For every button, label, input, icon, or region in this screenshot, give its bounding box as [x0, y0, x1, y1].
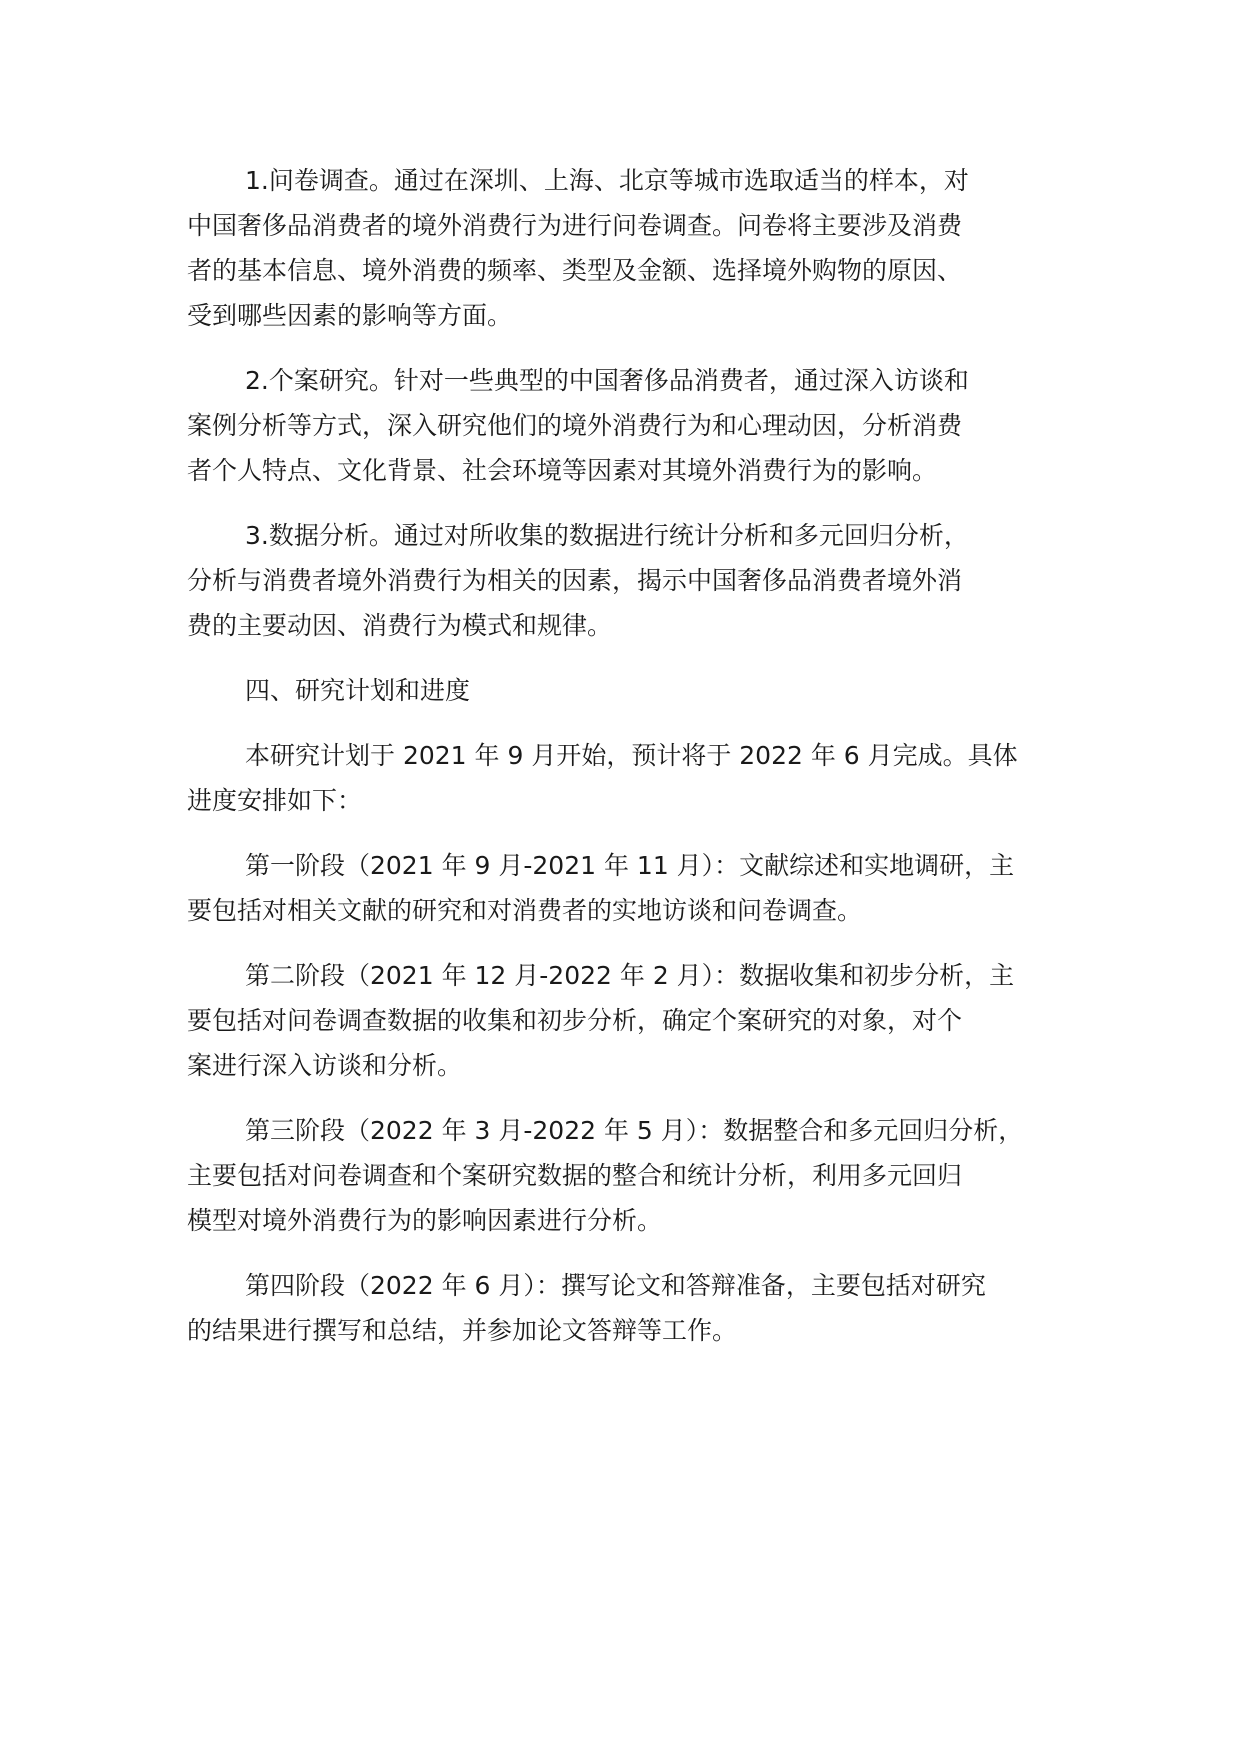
text-line: 主要包括对问卷调查和个案研究数据的整合和统计分析，利用多元回归: [187, 1161, 963, 1190]
paragraph-plan-intro: [187, 733, 1067, 823]
text-line: 2.个案研究。针对一些典型的中国奢侈品消费者，通过深入访谈和: [245, 366, 969, 395]
text-line: 分析与消费者境外消费行为相关的因素，揭示中国奢侈品消费者境外消: [187, 566, 963, 595]
text-line: 第三阶段（2022 年 3 月-2022 年 5 月）：数据整合和多元回归分析，: [245, 1116, 1024, 1145]
text-line: 者的基本信息、境外消费的频率、类型及金额、选择境外购物的原因、: [187, 256, 963, 285]
text-line: 3.数据分析。通过对所收集的数据进行统计分析和多元回归分析，: [245, 521, 969, 550]
paragraph-questionnaire: [187, 158, 1067, 338]
text-line: 本研究计划于 2021 年 9 月开始，预计将于 2022 年 6 月完成。具体: [245, 741, 1018, 770]
paragraph-case-study: [187, 358, 1067, 493]
text-line: 进度安排如下：: [187, 786, 363, 815]
text-line: 第二阶段（2021 年 12 月-2022 年 2 月）：数据收集和初步分析，主: [245, 961, 1015, 990]
paragraph-stage-4: [187, 1263, 1067, 1353]
section-heading-research-plan: [187, 668, 1067, 713]
text-line: 的结果进行撰写和总结，并参加论文答辩等工作。: [187, 1316, 738, 1345]
text-line: 要包括对相关文献的研究和对消费者的实地访谈和问卷调查。: [187, 896, 863, 925]
text-line: 费的主要动因、消费行为模式和规律。: [187, 611, 613, 640]
paragraph-data-analysis: [187, 513, 1067, 648]
text-line: 模型对境外消费行为的影响因素进行分析。: [187, 1206, 663, 1235]
text-line: 者个人特点、文化背景、社会环境等因素对其境外消费行为的影响。: [187, 456, 938, 485]
paragraph-stage-3: [187, 1108, 1067, 1243]
paragraph-stage-2: [187, 953, 1067, 1088]
paragraph-stage-1: [187, 843, 1067, 933]
text-line: 受到哪些因素的影响等方面。: [187, 301, 513, 330]
text-line: 1.问卷调查。通过在深圳、上海、北京等城市选取适当的样本，对: [245, 166, 969, 195]
heading-text: 四、研究计划和进度: [245, 676, 471, 705]
document-body: [187, 158, 1067, 1373]
text-line: 案进行深入访谈和分析。: [187, 1051, 463, 1080]
text-line: 案例分析等方式，深入研究他们的境外消费行为和心理动因，分析消费: [187, 411, 963, 440]
text-line: 第四阶段（2022 年 6 月）：撰写论文和答辩准备，主要包括对研究: [245, 1271, 986, 1300]
text-line: 中国奢侈品消费者的境外消费行为进行问卷调查。问卷将主要涉及消费: [187, 211, 963, 240]
text-line: 第一阶段（2021 年 9 月-2021 年 11 月）：文献综述和实地调研，主: [245, 851, 1015, 880]
text-line: 要包括对问卷调查数据的收集和初步分析，确定个案研究的对象，对个: [187, 1006, 963, 1035]
